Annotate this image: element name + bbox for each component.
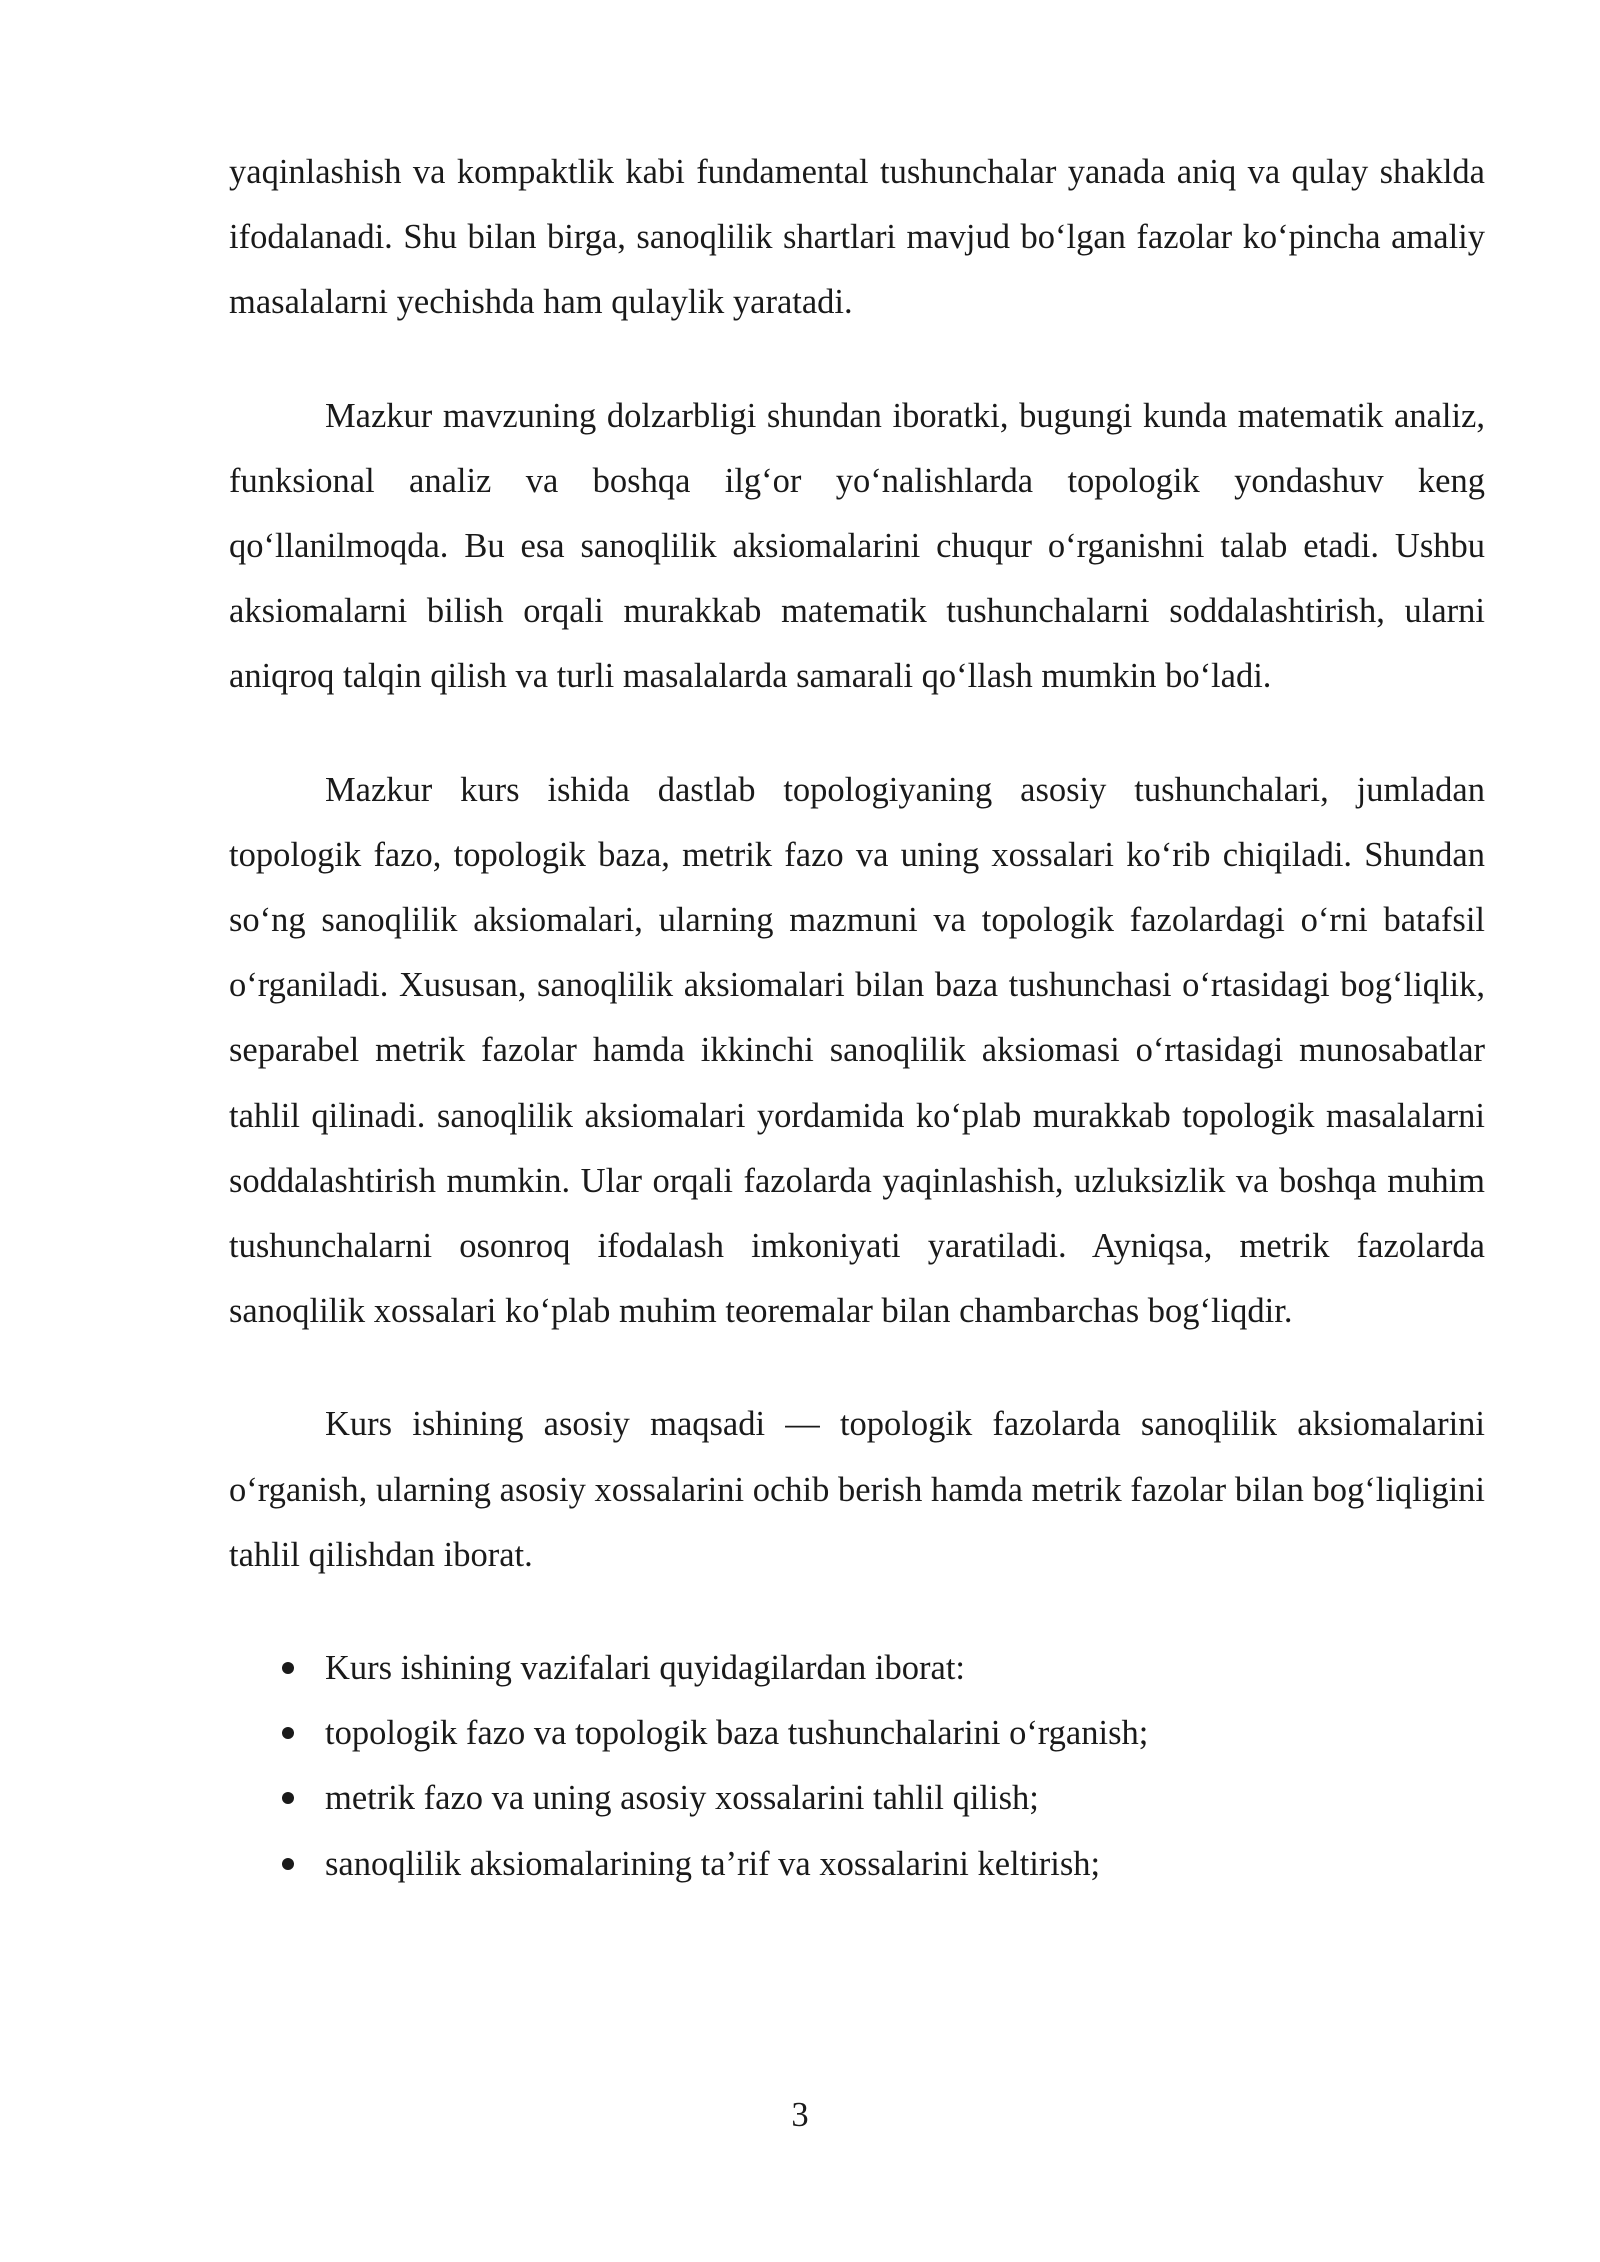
tasks-list xyxy=(229,1636,1485,1897)
page-number: 3 xyxy=(791,2096,809,2134)
page-body xyxy=(229,140,1485,1897)
bullet-icon xyxy=(282,1727,294,1739)
paragraph-course-content: Mazkur kurs ishida dastlab topologiyaning asosiy tushunchalari, jumladan topologik fazo, topologik baza, metrik fazo va uning xossalari ko‘rib chiqiladi. Shundan so‘ng sanoqlilik aksiomalari, ularning mazmuni va topologik fazolardagi o‘rni batafsil o‘rganiladi. Xususan, sanoqlilik aksiomalari bilan baza tushunchasi o‘rtasidagi bog‘liqlik, separabel metrik fazolar hamda ikkinchi sanoqlilik aksiomasi o‘rtasidagi munosabatlar tahlil qilinadi. sanoqlilik aksiomalari yordamida ko‘plab murakkab topologik masalalarni soddalashtirish mumkin. Ular orqali fazolarda yaqinlashish, uzluksizlik va boshqa muhim tushunchalarni osonroq ifodalash imkoniyati yaratiladi. Ayniqsa, metrik fazolarda sanoqlilik xossalari ko‘plab muhim teoremalar bilan chambarchas bog‘liqdir. xyxy=(229,770,1485,1331)
paragraph-continuation: yaqinlashish va kompaktlik kabi fundamental tushunchalar yanada aniq va qulay shaklda ifodalanadi. Shu bilan birga, sanoqlilik shartlari mavjud bo‘lgan fazolar ko‘pincha amaliy masalalarni yechishda ham qulaylik yaratadi. xyxy=(229,153,1485,322)
list-item xyxy=(229,1636,1485,1701)
bullet-icon xyxy=(282,1792,294,1804)
paragraph-relevance: Mazkur mavzuning dolzarbligi shundan iboratki, bugungi kunda matematik analiz, funksional analiz va boshqa ilg‘or yo‘nalishlarda topologik yondashuv keng qo‘llanilmoqda. Bu esa sanoqlilik aksiomalarini chuqur o‘rganishni talab etadi. Ushbu aksiomalarni bilish orqali murakkab matematik tushunchalarni soddalashtirish, ularni aniqroq talqin qilish va turli masalalarda samarali qo‘llash mumkin bo‘ladi. xyxy=(229,396,1485,696)
paragraph-course-goal: Kurs ishining asosiy maqsadi — topologik fazolarda sanoqlilik aksiomalarini o‘rganish, ularning asosiy xossalarini ochib berish hamda metrik fazolar bilan bog‘liqligini tahlil qilishdan iborat. xyxy=(229,1405,1485,1574)
list-item xyxy=(229,1832,1485,1897)
list-item xyxy=(229,1701,1485,1766)
list-item-text: Kurs ishining vazifalari quyidagilardan iborat: xyxy=(325,1649,965,1688)
bullet-icon xyxy=(282,1858,294,1870)
list-item-text: sanoqlilik aksiomalarining ta’rif va xossalarini keltirish; xyxy=(325,1844,1101,1883)
list-item-text: metrik fazo va uning asosiy xossalarini tahlil qilish; xyxy=(325,1779,1039,1818)
bullet-icon xyxy=(282,1662,294,1674)
list-item-text: topologik fazo va topologik baza tushunchalarini o‘rganish; xyxy=(325,1714,1149,1753)
list-item xyxy=(229,1766,1485,1831)
